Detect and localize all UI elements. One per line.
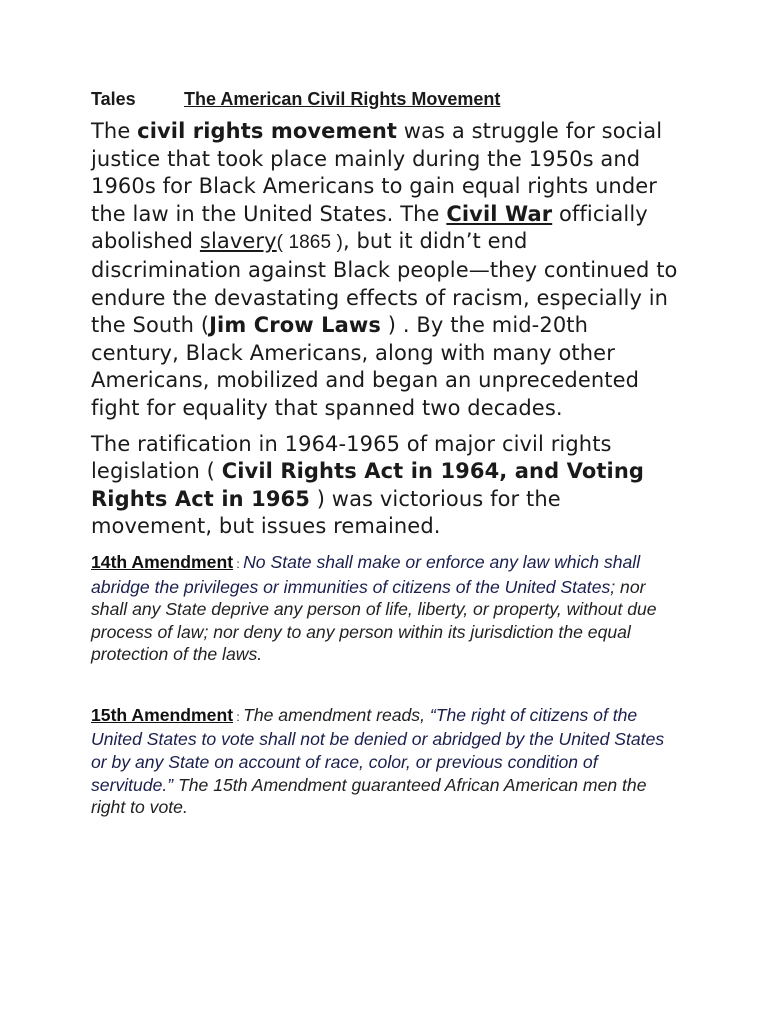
separator: : [233,556,244,571]
text-run: ) was victorious for the movement, but issues remained. [91,486,561,539]
fifteenth-amendment-section [91,704,681,819]
year-1865: ( 1865 ) [276,232,343,254]
term-civil-rights-acts: Civil Rights Act in 1964, and Voting Rights Act in 1965 [91,459,645,511]
amendment-quote: No State shall make or enforce any law which shall abridge the privileges or immunities of citizens of the United States [91,551,641,597]
fourteenth-amendment-label: 14th Amendment [91,551,234,572]
term-civil-rights-movement: civil rights movement [137,119,398,143]
document-header [91,86,681,112]
amendment-quote: “The right of citizens of the United States to vote shall not be denied or abridged by the United States or by any State on account of race, color, or previous condition of servitude.” [91,704,665,795]
legislation-paragraph [91,431,681,541]
tales-label: Tales [91,89,136,109]
amendment-period: . [257,644,263,665]
amendment-text: The 15th Amendment guaranteed African American men the right to vote [91,774,647,818]
document-page [91,86,681,819]
term-slavery: slavery [199,229,277,254]
text-run: was a struggle for social justice that took place mainly during the 1950s and 1960s for Black Americans to gain equal rights under the law in the United States. The [91,119,663,226]
amendment-period: . [182,797,188,818]
fourteenth-amendment-section [91,551,681,666]
term-jim-crow-laws: Jim Crow Laws [209,313,382,338]
intro-paragraph [91,118,681,423]
amendment-text: ; nor shall any State deprive any person of life, liberty, or property, without due process of law; nor deny to any person within its jurisdiction the equal protection of the laws [91,576,657,665]
text-run: The ratification in 1964-1965 of major civil rights legislation ( [91,431,612,484]
text-run: ) . By the mid-20th century, Black Americans, along with many other Americans, mobilized and began an unprecedented fight for equality that spanned two decades. [91,313,640,420]
term-civil-war: Civil War [446,201,553,226]
text-run: , but it didn’t end discrimination against Black people—they continued to endure the devastating effects of racism, especially in the South ( [91,229,678,338]
text-run: officially abolished [91,201,648,254]
document-title: The American Civil Rights Movement [184,89,501,109]
text-run: The [91,119,138,143]
amendment-text: The amendment reads, [243,704,430,725]
separator: : [233,709,244,724]
fifteenth-amendment-label: 15th Amendment [91,704,234,725]
